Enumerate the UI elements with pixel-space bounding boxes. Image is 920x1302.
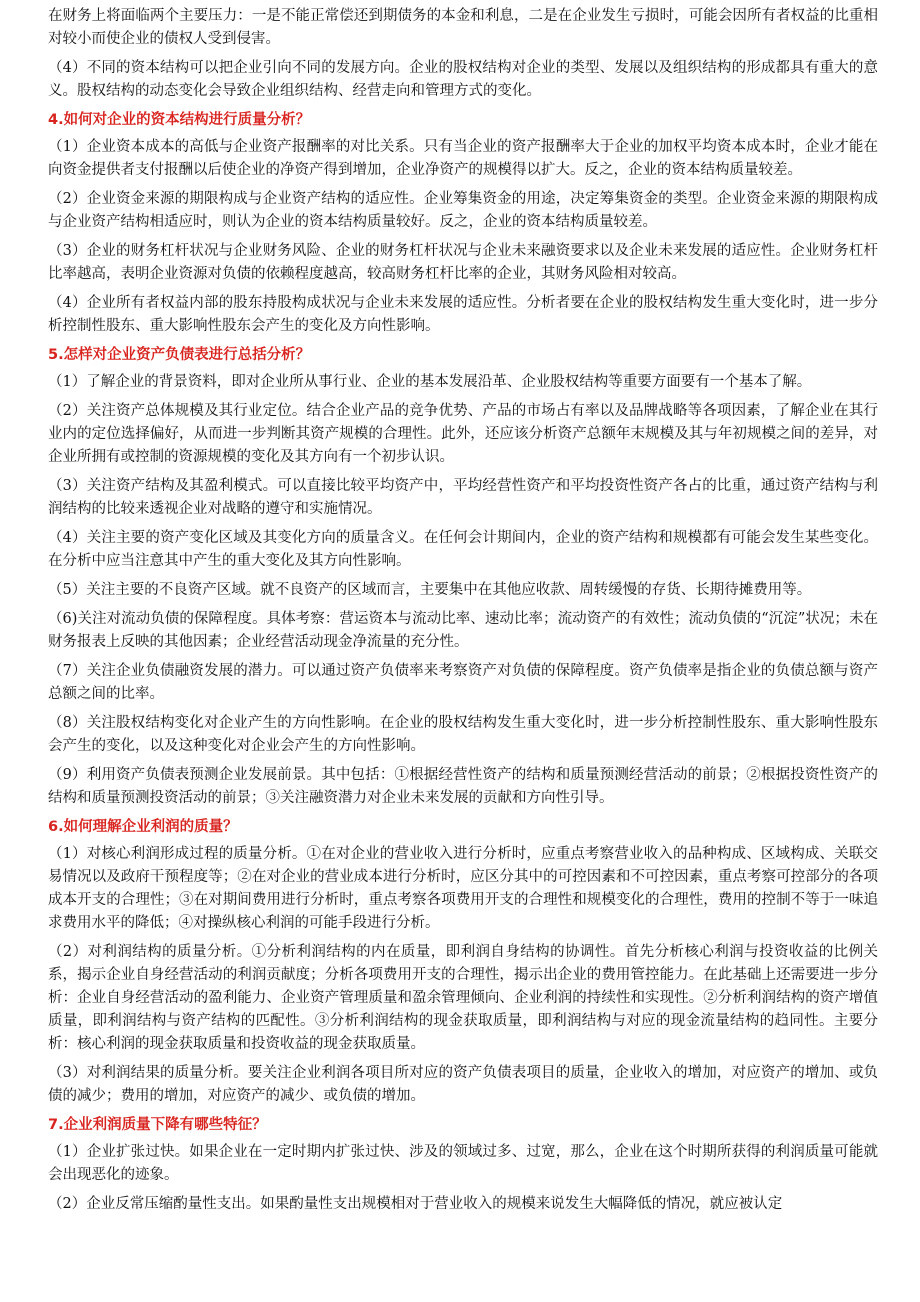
paragraph: （7）关注企业负债融资发展的潜力。可以通过资产负债率来考察资产对负债的保障程度。资产负债率是指企业的负债总额与资产总额之间的比率。 [48, 663, 878, 702]
paragraph: （1）企业资本成本的高低与企业资产报酬率的对比关系。只有当企业的资产报酬率大于企业的加权平均资本成本时，企业才能在向资金提供者支付报酬以后使企业的净资产得到增加，企业净资产的规模得以扩大。反之，企业的资本结构质量较差。 [48, 139, 878, 178]
section-heading: 5.怎样对企业资产负债表进行总括分析？ [48, 347, 311, 363]
section-heading: 6.如何理解企业利润的质量？ [48, 819, 238, 835]
paragraph: （9）利用资产负债表预测企业发展前景。其中包括：①根据经营性资产的结构和质量预测经营活动的前景；②根据投资性资产的结构和质量预测投资活动的前景；③关注融资潜力对企业未来发展的贡献和方向性引导。 [48, 767, 878, 806]
paragraph: （3）关注资产结构及其盈利模式。可以直接比较平均资产中，平均经营性资产和平均投资性资产各占的比重，通过资产结构与利润结构的比较来透视企业对战略的遵守和实施情况。 [48, 478, 878, 517]
paragraph: （3）企业的财务杠杆状况与企业财务风险、企业的财务杠杆状况与企业未来融资要求以及企业未来发展的适应性。企业财务杠杆比率越高，表明企业资源对负债的依赖程度越高，较高财务杠杆比率的企业，其财务风险相对较高。 [48, 243, 878, 282]
paragraph: （4）企业所有者权益内部的股东持股构成状况与企业未来发展的适应性。分析者要在企业的股权结构发生重大变化时，进一步分析控制性股东、重大影响性股东会产生的变化及方向性影响。 [48, 295, 878, 334]
paragraph: （6)关注对流动负债的保障程度。具体考察：营运资本与流动比率、速动比率；流动资产的有效性；流动负债的“沉淀”状况；未在财务报表上反映的其他因素；企业经营活动现金净流量的充分性。 [48, 611, 878, 650]
paragraph: （2）企业反常压缩酌量性支出。如果酌量性支出规模相对于营业收入的规模来说发生大幅降低的情况，就应被认定 [48, 1196, 783, 1212]
paragraph: 在财务上将面临两个主要压力：一是不能正常偿还到期债务的本金和利息，二是在企业发生亏损时，可能会因所有者权益的比重相对较小而使企业的债权人受到侵害。 [48, 8, 878, 47]
paragraph: （2）关注资产总体规模及其行业定位。结合企业产品的竞争优势、产品的市场占有率以及品牌战略等各项因素，了解企业在其行业内的定位选择偏好，从而进一步判断其资产规模的合理性。此外，还应该分析资产总额年末规模及其与年初规模之间的差异，对企业所拥有或控制的资源规模的变化及其方向有一个初步认识。 [48, 403, 878, 465]
paragraph: （5）关注主要的不良资产区域。就不良资产的区域而言，主要集中在其他应收款、周转缓慢的存货、长期待摊费用等。 [48, 582, 812, 598]
paragraph: （1）了解企业的背景资料，即对企业所从事行业、企业的基本发展沿革、企业股权结构等重要方面要有一个基本了解。 [48, 374, 812, 390]
paragraph: （1）企业扩张过快。如果企业在一定时期内扩张过快、涉及的领域过多、过宽，那么，企业在这个时期所获得的利润质量可能就会出现恶化的迹象。 [48, 1144, 878, 1183]
section-heading: 4.如何对企业的资本结构进行质量分析？ [48, 112, 311, 128]
paragraph: （2）企业资金来源的期限构成与企业资产结构的适应性。企业筹集资金的用途，决定筹集资金的类型。企业资金来源的期限构成与企业资产结构相适应时，则认为企业的资本结构质量较好。反之，企业的资本结构质量较差。 [48, 191, 878, 230]
section-heading: 7.企业利润质量下降有哪些特征？ [48, 1117, 267, 1133]
paragraph: （2）对利润结构的质量分析。①分析利润结构的内在质量，即利润自身结构的协调性。首先分析核心利润与投资收益的比例关系，揭示企业自身经营活动的利润贡献度；分析各项费用开支的合理性，揭示出企业的费用管控能力。在此基础上还需要进一步分析：企业自身经营活动的盈利能力、企业资产管理质量和盈余管理倾向、企业利润的持续性和实现性。②分析利润结构的资产增值质量，即利润结构与资产结构的匹配性。③分析利润结构的现金获取质量，即利润结构与对应的现金流量结构的趋同性。主要分析：核心利润的现金获取质量和投资收益的现金获取质量。 [48, 944, 878, 1052]
paragraph: （4）关注主要的资产变化区域及其变化方向的质量含义。在任何会计期间内，企业的资产结构和规模都有可能会发生某些变化。在分析中应当注意其中产生的重大变化及其方向性影响。 [48, 530, 878, 569]
paragraph: （3）对利润结果的质量分析。要关注企业利润各项目所对应的资产负债表项目的质量，企业收入的增加，对应资产的增加、或负债的减少；费用的增加，对应资产的减少、或负债的增加。 [48, 1065, 878, 1104]
paragraph: （8）关注股权结构变化对企业产生的方向性影响。在企业的股权结构发生重大变化时，进一步分析控制性股东、重大影响性股东会产生的变化，以及这种变化对企业会产生的方向性影响。 [48, 715, 878, 754]
paragraph: （4）不同的资本结构可以把企业引向不同的发展方向。企业的股权结构对企业的类型、发展以及组织结构的形成都具有重大的意义。股权结构的动态变化会导致企业组织结构、经营走向和管理方式的变化。 [48, 60, 878, 99]
paragraph: （1）对核心利润形成过程的质量分析。①在对企业的营业收入进行分析时，应重点考察营业收入的品种构成、区域构成、关联交易情况以及政府干预程度等；②在对企业的营业成本进行分析时，应区分其中的可控因素和不可控因素，重点考察可控部分的各项成本开支的合理性；③在对期间费用进行分析时，重点考察各项费用开支的合理性和规模变化的合理性，费用的控制不等于一味追求费用水平的降低；④对操纵核心利润的可能手段进行分析。 [48, 846, 878, 931]
